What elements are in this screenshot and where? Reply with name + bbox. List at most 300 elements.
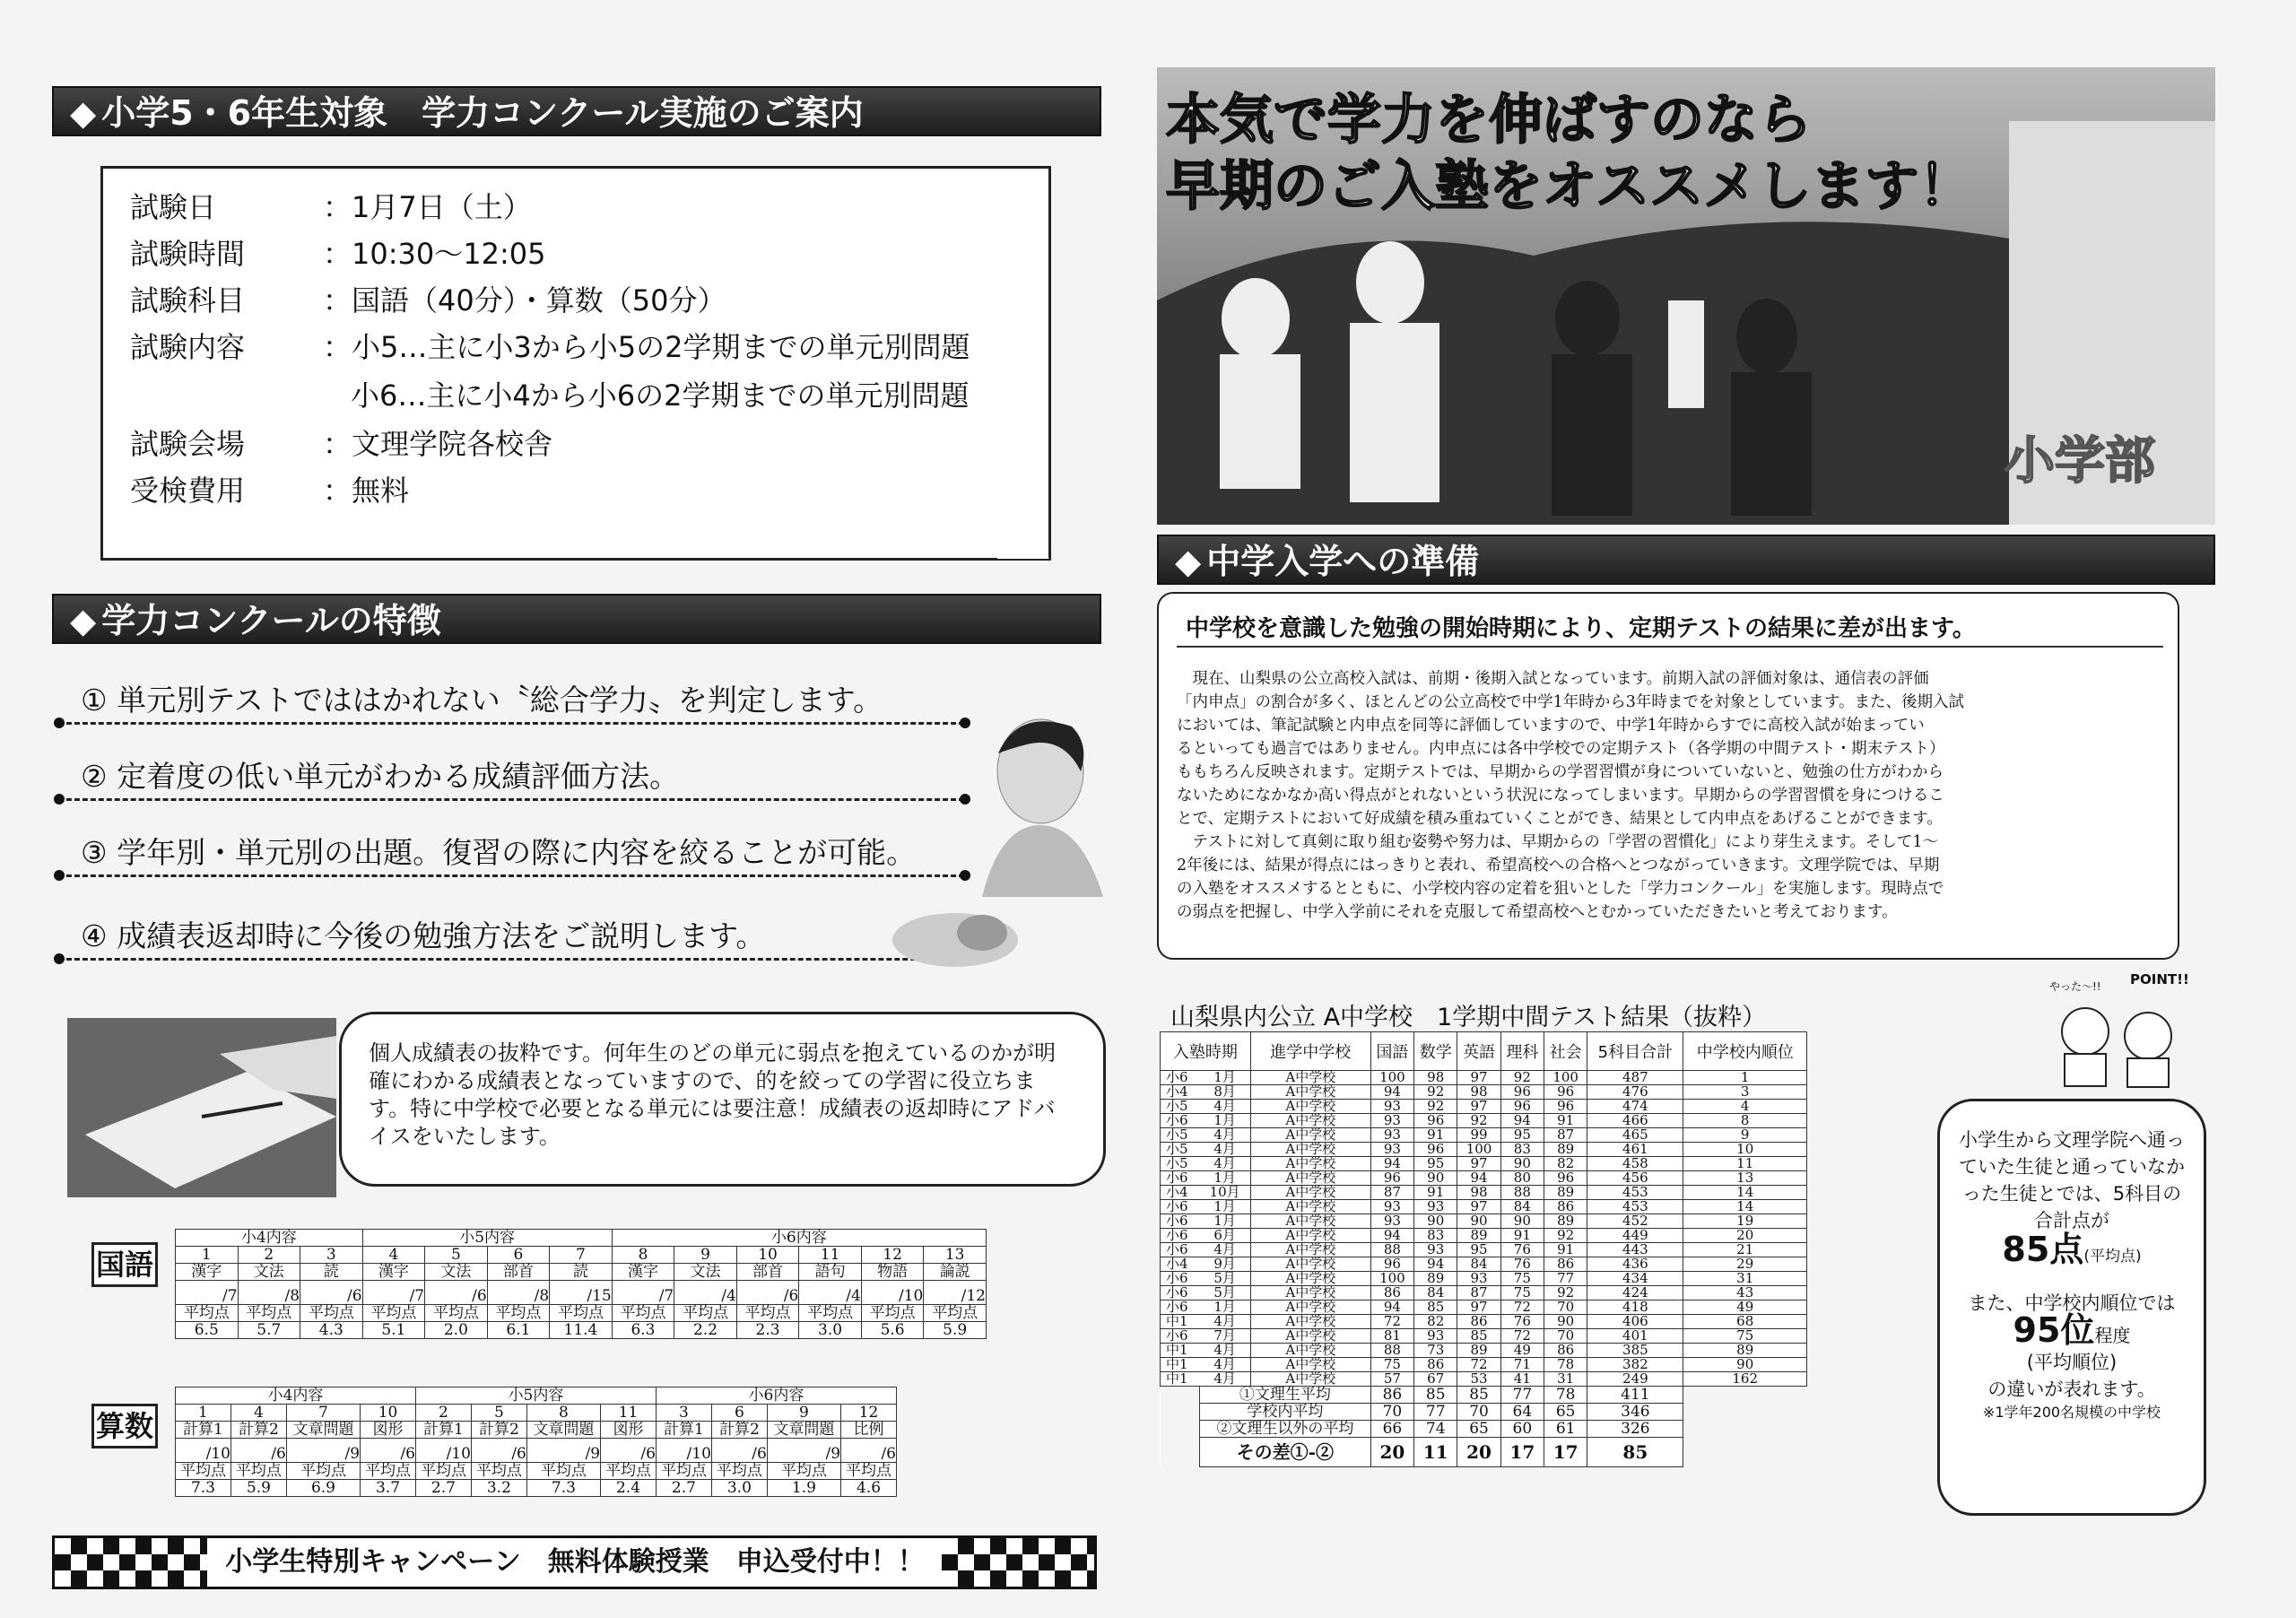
table-cell: A中学校 — [1250, 1186, 1370, 1200]
blank-cell — [1161, 1421, 1200, 1438]
table-cell: 中1 — [1161, 1315, 1200, 1329]
table-cell: 382 — [1587, 1358, 1683, 1372]
table-cell: A中学校 — [1250, 1143, 1370, 1157]
avg-value-cell: 3.7 — [361, 1480, 416, 1497]
numbers-cell: 12 — [861, 1247, 924, 1264]
avg-label-cell: 平均点 — [767, 1463, 840, 1480]
table-cell: 94 — [1500, 1114, 1544, 1128]
bullet-dot-icon — [54, 718, 65, 728]
table-cell: 84 — [1500, 1200, 1544, 1214]
table-cell: 75 — [1683, 1329, 1807, 1344]
table-cell: 84 — [1457, 1257, 1500, 1272]
table-cell: 80 — [1500, 1171, 1544, 1186]
avg-value-cell: 2.7 — [656, 1480, 711, 1497]
hands-photo — [848, 906, 1027, 978]
table-cell: 53 — [1457, 1372, 1500, 1387]
table-cell: 82 — [1544, 1157, 1587, 1171]
hero-headline-1: 本気で学力を伸ばすのなら — [1166, 89, 1812, 152]
checker-pattern-left — [55, 1538, 207, 1587]
table-cell: A中学校 — [1250, 1372, 1370, 1387]
table-cell: 92 — [1544, 1286, 1587, 1300]
summary-value: 65 — [1544, 1404, 1587, 1421]
numbers-cell: 4 — [230, 1405, 286, 1422]
table-cell: 91 — [1414, 1186, 1457, 1200]
kokugo-score-table — [175, 1229, 987, 1339]
full-cell: /6 — [471, 1439, 526, 1463]
table-cell: 93 — [1370, 1200, 1413, 1214]
avg-value-cell: 6.3 — [612, 1322, 674, 1339]
table-cell: 72 — [1457, 1358, 1500, 1372]
table-cell: 97 — [1457, 1200, 1500, 1214]
numbers-cell: 9 — [674, 1247, 737, 1264]
table-cell: 77 — [1544, 1272, 1587, 1286]
group-header: 小5内容 — [362, 1230, 612, 1247]
avg-label-cell: 平均点 — [924, 1305, 987, 1322]
table-cell: 90 — [1500, 1214, 1544, 1229]
table-cell: 中1 — [1161, 1358, 1200, 1372]
table-cell: 96 — [1500, 1085, 1544, 1100]
table-cell: 4月 — [1199, 1243, 1250, 1257]
table-cell: 75 — [1500, 1286, 1544, 1300]
table-cell: 小6 — [1161, 1114, 1200, 1128]
table-cell: 93 — [1414, 1329, 1457, 1344]
numbers-cell: 13 — [924, 1247, 987, 1264]
table-cell: 13 — [1683, 1171, 1807, 1186]
section-title: 中学入学への準備 — [1206, 542, 1480, 581]
table-cell: 11 — [1683, 1157, 1807, 1171]
avg-label-cell: 平均点 — [550, 1305, 613, 1322]
units-cell: 漢字 — [362, 1264, 425, 1281]
table-cell: 90 — [1414, 1171, 1457, 1186]
summary-row — [1161, 1421, 1807, 1438]
table-cell: 87 — [1370, 1186, 1413, 1200]
table-cell: 96 — [1500, 1100, 1544, 1114]
numbers-cell: 1 — [176, 1405, 231, 1422]
body-line: テストに対して真剣に取り組む姿勢や努力は、早期からの「学習の習慣化」により芽生えます。そして1〜 — [1177, 833, 1939, 851]
table-row — [1161, 1372, 1807, 1387]
sansu-label: 算数 — [91, 1404, 158, 1448]
numbers-cell: 7 — [550, 1247, 613, 1264]
body-line: 現在、山梨県の公立高校入試は、前期・後期入試となっています。前期入試の評価対象は、通信表の評価 — [1177, 670, 1929, 688]
table-cell: 小6 — [1161, 1329, 1200, 1344]
table-cell: 8 — [1683, 1114, 1807, 1128]
table-cell: 9 — [1683, 1128, 1807, 1143]
summary-value: 66 — [1370, 1421, 1413, 1438]
numbers-cell: 4 — [362, 1247, 425, 1264]
summary-label: ②文理生以外の平均 — [1199, 1421, 1370, 1438]
table-cell: 中1 — [1161, 1344, 1200, 1358]
numbers-cell: 11 — [799, 1247, 862, 1264]
units-cell: 文法 — [238, 1264, 300, 1281]
table-cell: 91 — [1500, 1229, 1544, 1243]
table-cell: 57 — [1370, 1372, 1413, 1387]
numbers-cell: 11 — [601, 1405, 657, 1422]
table-cell: 4月 — [1199, 1358, 1250, 1372]
table-cell: 小5 — [1161, 1100, 1200, 1114]
table-cell: A中学校 — [1250, 1300, 1370, 1315]
section-heading-prep — [1157, 535, 2215, 585]
table-cell: 94 — [1370, 1229, 1413, 1243]
avg-label-cell: 平均点 — [362, 1305, 425, 1322]
table-cell: 73 — [1414, 1344, 1457, 1358]
avg-label-cell: 平均点 — [415, 1463, 471, 1480]
table-cell: 96 — [1370, 1257, 1413, 1272]
full-cell: /6 — [841, 1439, 897, 1463]
units-cell: 比例 — [841, 1422, 897, 1439]
full-cell: /10 — [415, 1439, 471, 1463]
table-cell: 91 — [1544, 1114, 1587, 1128]
table-cell: 461 — [1587, 1143, 1683, 1157]
numbers-cell: 5 — [425, 1247, 488, 1264]
table-cell: 小6 — [1161, 1214, 1200, 1229]
table-cell: 小6 — [1161, 1229, 1200, 1243]
avg-value-cell: 4.6 — [841, 1480, 897, 1497]
table-cell: A中学校 — [1250, 1229, 1370, 1243]
full-cell: /10 — [176, 1439, 231, 1463]
numbers-cell: 12 — [841, 1405, 897, 1422]
avg-label-cell: 平均点 — [841, 1463, 897, 1480]
full-cell: /10 — [861, 1281, 924, 1305]
bubble-big-2: 95位 — [2013, 1310, 2095, 1350]
table-cell: 94 — [1370, 1300, 1413, 1315]
table-cell: 1月 — [1199, 1200, 1250, 1214]
bullet-dot-icon — [54, 953, 65, 964]
avg-value-cell: 1.9 — [767, 1480, 840, 1497]
group-header: 小4内容 — [176, 1387, 416, 1405]
table-cell: 96 — [1544, 1171, 1587, 1186]
units-cell: 漢字 — [612, 1264, 674, 1281]
avg-value-cell: 4.3 — [300, 1322, 363, 1339]
report-note-text: 個人成績表の抜粋です。何年生のどの単元に弱点を抱えているのかが明確にわかる成績表となっていますので、的を絞っての学習に役立ちます。特に中学校で必要となる単元には要注意！成績表の返却時にアドバイスをいたします。 — [369, 1040, 1057, 1149]
table-cell: 4 — [1683, 1100, 1807, 1114]
feature-divider — [58, 958, 964, 961]
feature-item: ④ 成績表返却時に今後の勉強方法をご説明します。 — [81, 918, 766, 953]
numbers-cell: 3 — [300, 1247, 363, 1264]
avg-value-cell: 6.9 — [286, 1480, 360, 1497]
table-cell: 96 — [1544, 1100, 1587, 1114]
table-cell: 93 — [1370, 1114, 1413, 1128]
diff-value: 17 — [1544, 1438, 1587, 1467]
full-cell: /8 — [487, 1281, 550, 1305]
table-cell: 98 — [1457, 1186, 1500, 1200]
table-cell: 49 — [1500, 1344, 1544, 1358]
numbers-cell: 1 — [176, 1247, 239, 1264]
diamond-icon: ◆ — [70, 601, 97, 640]
bubble-text-3: (平均順位) — [2026, 1352, 2118, 1373]
table-cell: 401 — [1587, 1329, 1683, 1344]
avg-value-cell: 3.2 — [471, 1480, 526, 1497]
table-cell: 94 — [1370, 1157, 1413, 1171]
units-cell: 語句 — [799, 1264, 862, 1281]
table-cell: A中学校 — [1250, 1344, 1370, 1358]
avg-value-cell: 5.7 — [238, 1322, 300, 1339]
table-cell: A中学校 — [1250, 1085, 1370, 1100]
units-cell: 文法 — [674, 1264, 737, 1281]
avg-value-cell: 5.1 — [362, 1322, 425, 1339]
table-cell: 4月 — [1199, 1372, 1250, 1387]
campaign-text: 小学生特別キャンペーン 無料体験授業 申込受付中！！ — [225, 1546, 925, 1578]
table-cell: 31 — [1683, 1272, 1807, 1286]
table-cell: 100 — [1370, 1071, 1413, 1085]
full-cell: /6 — [736, 1281, 799, 1305]
table-header: 社会 — [1544, 1032, 1587, 1071]
summary-row — [1161, 1404, 1807, 1421]
numbers-cell: 6 — [487, 1247, 550, 1264]
table-cell: 90 — [1544, 1315, 1587, 1329]
full-cell: /12 — [924, 1281, 987, 1305]
table-cell: 97 — [1457, 1157, 1500, 1171]
table-cell: 小5 — [1161, 1157, 1200, 1171]
units-cell: 計算2 — [471, 1422, 526, 1439]
table-cell: 81 — [1370, 1329, 1413, 1344]
table-cell: 70 — [1544, 1329, 1587, 1344]
full-cell: /9 — [286, 1439, 360, 1463]
avg-label-cell: 平均点 — [711, 1463, 767, 1480]
table-cell: 458 — [1587, 1157, 1683, 1171]
table-cell: 449 — [1587, 1229, 1683, 1243]
exam-info-label: 受検費用 — [130, 474, 246, 508]
units-cell: 計算1 — [656, 1422, 711, 1439]
feature-item: ① 単元別テストでははかれない〝総合学力〟を判定します。 — [81, 683, 883, 718]
body-text — [1177, 667, 2172, 924]
table-cell: 89 — [1544, 1214, 1587, 1229]
table-cell: 14 — [1683, 1200, 1807, 1214]
table-cell: 96 — [1544, 1085, 1587, 1100]
bullet-dot-icon — [54, 870, 65, 881]
table-cell: 4月 — [1199, 1128, 1250, 1143]
table-cell: 466 — [1587, 1114, 1683, 1128]
numbers-cell: 10 — [736, 1247, 799, 1264]
blank-cell — [1161, 1404, 1200, 1421]
body-line: ももちろん反映されます。定期テストでは、早期からの学習習慣が身についていないと、勉強の仕方がわから — [1177, 763, 1944, 781]
diff-value: 20 — [1370, 1438, 1413, 1467]
table-cell: 1月 — [1199, 1071, 1250, 1085]
table-header: 英語 — [1457, 1032, 1500, 1071]
table-cell: 90 — [1457, 1214, 1500, 1229]
table-cell: 86 — [1544, 1344, 1587, 1358]
exam-info-label: 試験時間 — [130, 237, 246, 271]
summary-value: 65 — [1457, 1421, 1500, 1438]
units-cell: 論説 — [924, 1264, 987, 1281]
table-cell: 小6 — [1161, 1071, 1200, 1085]
section-title: 小学5・6年生対象 学力コンクール実施のご案内 — [101, 93, 864, 133]
table-cell: 3 — [1683, 1085, 1807, 1100]
units-cell: 図形 — [601, 1422, 657, 1439]
exam-info-value: ：1月7日（土） — [323, 190, 532, 224]
exam-info-value: ：10:30〜12:05 — [323, 237, 546, 271]
numbers-cell: 7 — [286, 1405, 360, 1422]
numbers-cell: 8 — [526, 1405, 600, 1422]
table-cell: 93 — [1370, 1100, 1413, 1114]
diamond-icon: ◆ — [1175, 542, 1202, 581]
units-cell: 文章問題 — [526, 1422, 600, 1439]
summary-value: 64 — [1500, 1404, 1544, 1421]
feature-item: ③ 学年別・単元別の出題。復習の際に内容を絞ることが可能。 — [81, 835, 917, 870]
units-cell: 文章問題 — [286, 1422, 360, 1439]
summary-value: 61 — [1544, 1421, 1587, 1438]
table-cell: 89 — [1457, 1344, 1500, 1358]
table-cell: 76 — [1500, 1243, 1544, 1257]
avg-value-cell: 6.5 — [176, 1322, 239, 1339]
avg-label-cell: 平均点 — [487, 1305, 550, 1322]
summary-label: 学校内平均 — [1199, 1404, 1370, 1421]
student-photo — [964, 700, 1117, 897]
table-header: 5科目合計 — [1587, 1032, 1683, 1071]
numbers-cell: 9 — [767, 1405, 840, 1422]
table-cell: 97 — [1457, 1071, 1500, 1085]
table-cell: 100 — [1457, 1143, 1500, 1157]
diff-value: 11 — [1414, 1438, 1457, 1467]
table-cell: 100 — [1370, 1272, 1413, 1286]
avg-label-cell: 平均点 — [799, 1305, 862, 1322]
exam-info-value: 小6…主に小4から小6の2学期までの単元別問題 — [351, 378, 970, 413]
avg-label-cell: 平均点 — [286, 1463, 360, 1480]
diff-label: その差①-② — [1199, 1438, 1370, 1467]
table-cell: 456 — [1587, 1171, 1683, 1186]
units-cell: 計算2 — [711, 1422, 767, 1439]
table-cell: 5月 — [1199, 1286, 1250, 1300]
table-cell: A中学校 — [1250, 1243, 1370, 1257]
table-cell: 93 — [1457, 1272, 1500, 1286]
table-cell: 99 — [1457, 1128, 1500, 1143]
table-cell: 小6 — [1161, 1300, 1200, 1315]
table-cell: 31 — [1544, 1372, 1587, 1387]
full-cell: /7 — [176, 1281, 239, 1305]
table-cell: 83 — [1414, 1229, 1457, 1243]
table-cell: 90 — [1500, 1157, 1544, 1171]
body-line: の弱点を把握し、中学入学前にそれを克服して希望高校へとむかっていただきたいと考えております。 — [1177, 903, 1898, 921]
body-line: とで、定期テストにおいて好成績を積み重ねていくことができ、結果として内申点をあげることができます。 — [1177, 810, 1943, 828]
body-line: るといっても過言ではありません。内申点には各中学校での定期テスト（各学期の中間テスト・期末テスト） — [1177, 740, 1945, 758]
avg-label-cell: 平均点 — [300, 1305, 363, 1322]
table-cell: A中学校 — [1250, 1358, 1370, 1372]
feature-divider — [58, 722, 964, 725]
table-cell: 83 — [1500, 1143, 1544, 1157]
bubble-text-4: の違いが表れます。 — [1987, 1379, 2156, 1400]
bubble-text-1: 小学生から文理学院へ通っていた生徒と通っていなかった生徒とでは、5科目の合計点が — [1959, 1129, 2185, 1231]
table-cell: 4月 — [1199, 1143, 1250, 1157]
table-cell: 86 — [1457, 1315, 1500, 1329]
numbers-cell: 6 — [711, 1405, 767, 1422]
hero-headline-2: 早期のご入塾をオススメします！ — [1166, 155, 1973, 218]
table-cell: 88 — [1500, 1186, 1544, 1200]
report-card-photo — [67, 1018, 336, 1197]
full-cell: /6 — [230, 1439, 286, 1463]
body-line: 2年後には、結果が得点にはっきりと表れ、希望高校への合格へとつながっていきます。文理学院では、早期 — [1177, 857, 1940, 874]
avg-label-cell: 平均点 — [674, 1305, 737, 1322]
table-cell: 82 — [1414, 1315, 1457, 1329]
avg-label-cell: 平均点 — [736, 1305, 799, 1322]
table-cell: 90 — [1414, 1214, 1457, 1229]
table-cell: 249 — [1587, 1372, 1683, 1387]
summary-value: 85 — [1414, 1387, 1457, 1404]
comparison-bubble — [1937, 1099, 2206, 1516]
units-cell: 図形 — [361, 1422, 416, 1439]
table-cell: 95 — [1500, 1128, 1544, 1143]
exam-info-value: ：無料 — [323, 474, 410, 508]
table-cell: 72 — [1500, 1329, 1544, 1344]
table-cell: 1 — [1683, 1071, 1807, 1085]
table-cell: 453 — [1587, 1200, 1683, 1214]
full-cell: /9 — [526, 1439, 600, 1463]
units-cell: 計算1 — [415, 1422, 471, 1439]
table-cell: 76 — [1500, 1257, 1544, 1272]
table-cell: 86 — [1544, 1257, 1587, 1272]
full-cell: /6 — [601, 1439, 657, 1463]
lead-text: 中学校を意識した勉強の開始時期により、定期テストの結果に差が出ます。 — [1186, 615, 1976, 642]
avg-label-cell: 平均点 — [425, 1305, 488, 1322]
blank-cell — [1161, 1438, 1200, 1467]
table-cell: 92 — [1500, 1071, 1544, 1085]
point-illustration — [2045, 964, 2188, 1090]
checker-pattern-right — [942, 1538, 1094, 1587]
group-header: 小6内容 — [612, 1230, 986, 1247]
avg-label-cell: 平均点 — [176, 1305, 239, 1322]
full-cell: /4 — [799, 1281, 862, 1305]
table-cell: 92 — [1414, 1085, 1457, 1100]
full-cell: /4 — [674, 1281, 737, 1305]
avg-label-cell: 平均点 — [526, 1463, 600, 1480]
bubble-text-2: また、中学校内順位では — [1968, 1292, 2176, 1314]
bubble-small-1: (平均点) — [2083, 1248, 2142, 1266]
table-cell: 1月 — [1199, 1171, 1250, 1186]
table-cell: 78 — [1544, 1358, 1587, 1372]
table-cell: 1月 — [1199, 1300, 1250, 1315]
table-cell: 8月 — [1199, 1085, 1250, 1100]
blank-cell — [1683, 1387, 1807, 1404]
table-cell: A中学校 — [1250, 1329, 1370, 1344]
units-cell: 読 — [300, 1264, 363, 1281]
full-cell: /15 — [550, 1281, 613, 1305]
table-cell: 小6 — [1161, 1200, 1200, 1214]
avg-value-cell: 2.2 — [674, 1322, 737, 1339]
table-cell: 小6 — [1161, 1171, 1200, 1186]
table-header: 中学校内順位 — [1683, 1032, 1807, 1071]
exam-info-label: 試験日 — [130, 190, 217, 224]
diff-row — [1161, 1438, 1807, 1467]
feature-item: ② 定着度の低い単元がわかる成績評価方法。 — [81, 759, 680, 794]
table-cell: 406 — [1587, 1315, 1683, 1329]
table-cell: 86 — [1414, 1358, 1457, 1372]
sansu-score-table — [175, 1387, 897, 1497]
table-cell: 93 — [1414, 1200, 1457, 1214]
avg-label-cell: 平均点 — [176, 1463, 231, 1480]
summary-value: 70 — [1457, 1404, 1500, 1421]
exam-info-label: 試験内容 — [130, 330, 246, 364]
table-cell: 89 — [1544, 1143, 1587, 1157]
units-cell: 部首 — [487, 1264, 550, 1281]
table-cell: 465 — [1587, 1128, 1683, 1143]
summary-row — [1161, 1387, 1807, 1404]
avg-value-cell: 6.1 — [487, 1322, 550, 1339]
lead-underline — [1177, 646, 2163, 648]
exam-info-value: ：国語（40分）・算数（50分） — [323, 283, 726, 318]
table-cell: 100 — [1544, 1071, 1587, 1085]
full-cell: /6 — [425, 1281, 488, 1305]
exam-info-value: ：小5…主に小3から小5の2学期までの単元別問題 — [323, 330, 970, 364]
table-cell: 474 — [1587, 1100, 1683, 1114]
table-cell: 93 — [1370, 1143, 1413, 1157]
feature-divider — [58, 874, 964, 877]
bubble-big-1: 85点 — [2002, 1230, 2084, 1269]
table-cell: 49 — [1683, 1300, 1807, 1315]
table-cell: 4月 — [1199, 1315, 1250, 1329]
units-cell: 文章問題 — [767, 1422, 840, 1439]
avg-label-cell: 平均点 — [656, 1463, 711, 1480]
summary-value: 85 — [1457, 1387, 1500, 1404]
table-cell: 434 — [1587, 1272, 1683, 1286]
avg-label-cell: 平均点 — [361, 1463, 416, 1480]
